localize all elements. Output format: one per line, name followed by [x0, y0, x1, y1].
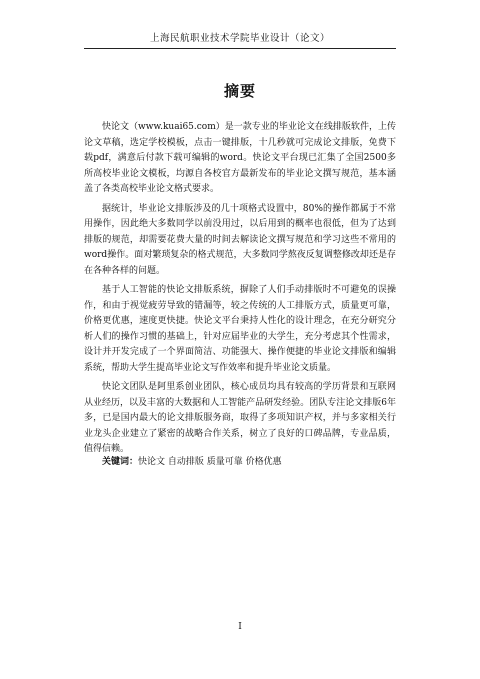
page-number: I [238, 622, 242, 632]
abstract-paragraph-3: 基于人工智能的快论文排版系统，摒除了人们手动排版时不可避免的误操作，和由于视觉疲劳导致的错漏等，较之传统的人工排版方式，质量更可靠，价格更优惠，速度更快捷。快论文平台秉持人性化的设计理念，在充分研究分析人们的操作习惯的基础上，针对应届毕业的大学生，充分考虑其个性需求，设计并开发完成了一个界面简洁、功能强大、操作便捷的毕业论文排版和编辑系统，帮助大学生提高毕业论文写作效率和提升毕业论文质量。 [84, 285, 396, 373]
keywords-line [84, 455, 396, 470]
keywords-label: 关键词： [102, 457, 139, 467]
abstract-body [84, 120, 396, 462]
keywords-value: 快论文 自动排版 质量可靠 价格优惠 [138, 457, 282, 467]
abstract-paragraph-2: 据统计，毕业论文排版涉及的几十项格式设置中，80%的操作都属于不常用操作，因此绝大多数同学以前没用过，以后用到的概率也很低，但为了达到排版的规范，却需要花费大量的时间去解读论文撰写规范和学习这些不常用的word操作。面对繁琐复杂的格式规范，大多数同学熬夜反复调整修改却还是存在各种各样的问题。 [84, 203, 396, 276]
abstract-title: 摘要 [223, 82, 256, 100]
abstract-paragraph-1: 快论文（www.kuai65.com）是一款专业的毕业论文在线排版软件，上传论文草稿，选定学校模板，点击一键排版，十几秒就可完成论文排版，免费下载pdf，满意后付款下载可编辑的word。快论文平台现已汇集了全国2500多所高校毕业论文模板，均源自各校官方最新发布的毕业论文撰写规范，基本涵盖了各类高校毕业论文格式要求。 [84, 122, 396, 194]
abstract-paragraph-4: 快论文团队是阿里系创业团队，核心成员均具有较高的学历背景和互联网从业经历，以及丰富的大数据和人工智能产品研发经验。团队专注论文排版6年多，已是国内最大的论文排版服务商，取得了多项知识产权，并与多家相关行业龙头企业建立了紧密的战略合作关系，树立了良好的口碑品牌，专业品质，值得信赖。 [84, 382, 396, 454]
page-header: 上海民航职业技术学院毕业设计（论文） [84, 30, 396, 49]
